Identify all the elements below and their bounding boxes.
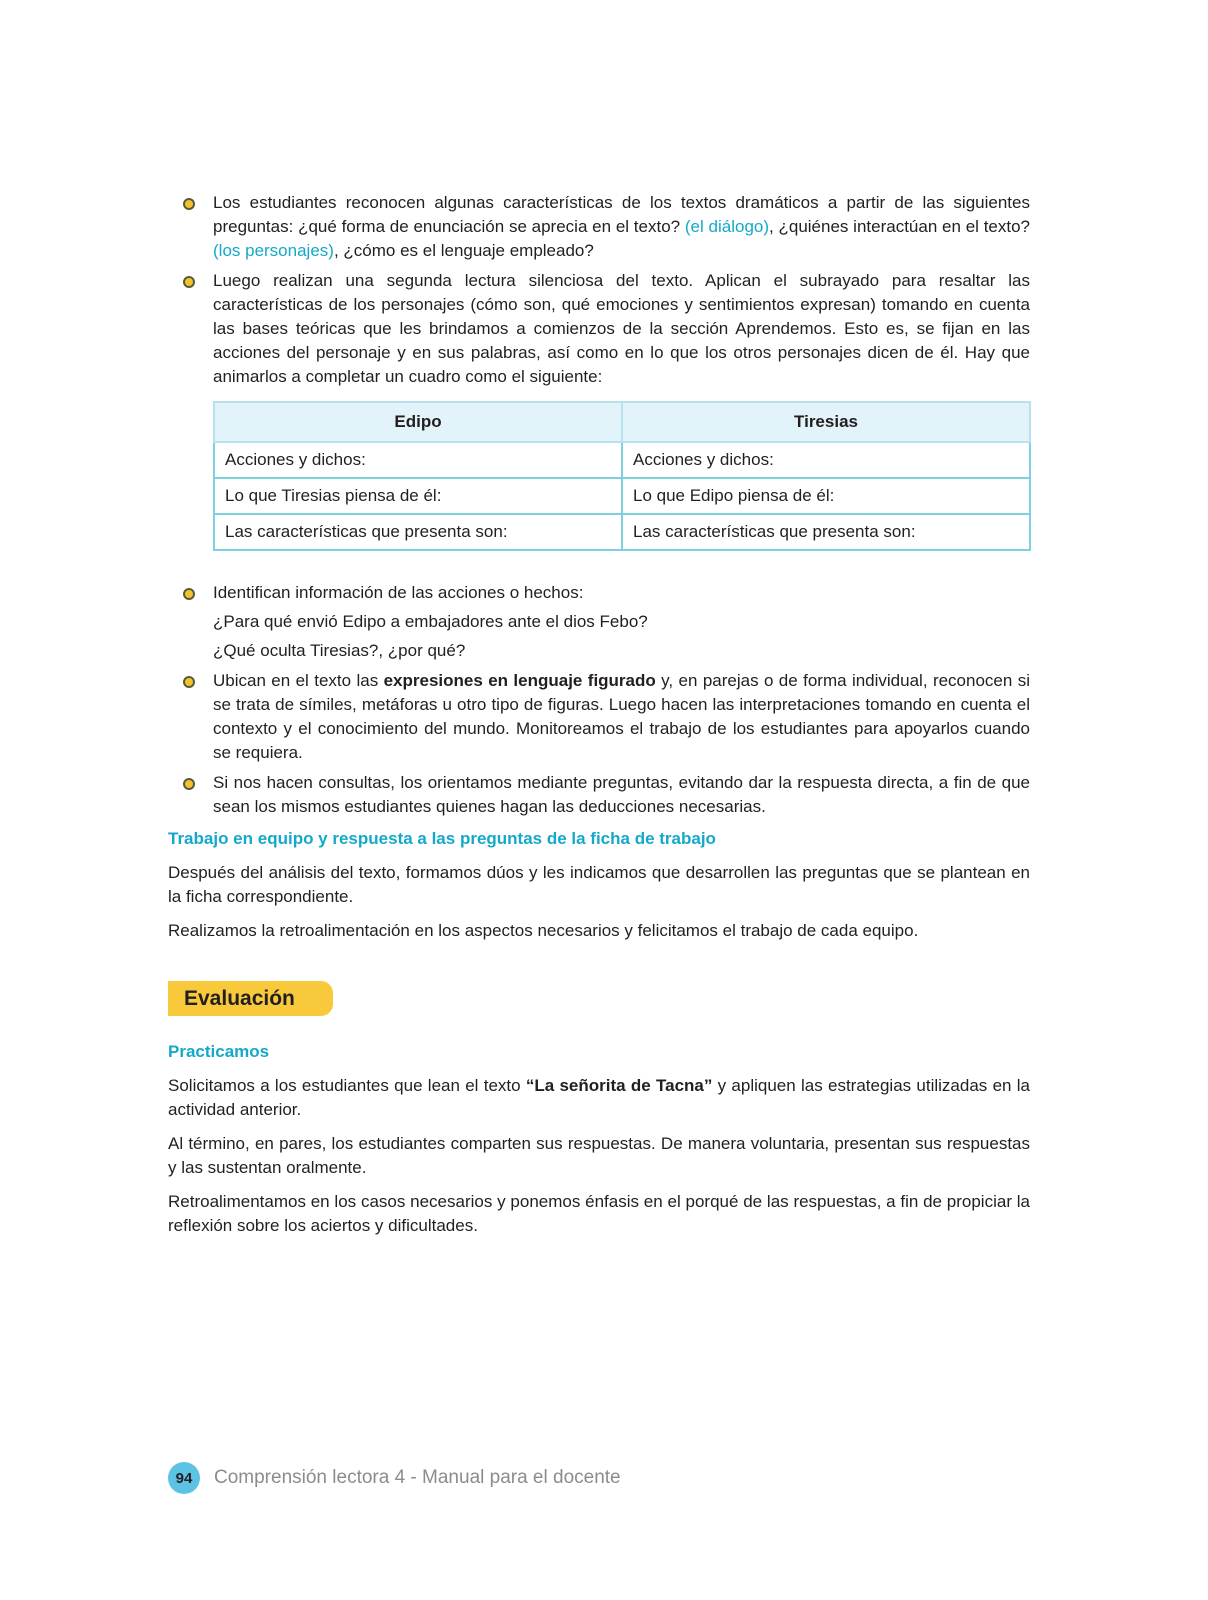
bullet-list-2 bbox=[168, 581, 1030, 819]
bullet-text: Ubican en el texto las bbox=[213, 671, 384, 690]
bullet-dot-icon bbox=[183, 778, 195, 790]
paragraph-text: Solicitamos a los estudiantes que lean el texto bbox=[168, 1076, 526, 1095]
bullet-text: Luego realizan una segunda lectura silenciosa del texto. Aplican el subrayado para resaltar las características de los personajes (cómo son, qué emociones y sentimientos expresan) tomando en cuenta las bases teóricas que les brindamos a comienzos de la sección Aprendemos. Esto es, se fijan en las acciones del personaje y en sus palabras, así como en lo que los otros personajes dicen de él. Hay que animarlos a completar un cuadro como el siguiente: bbox=[213, 271, 1030, 386]
table-header-edipo: Edipo bbox=[214, 402, 622, 442]
table-cell: Lo que Edipo piensa de él: bbox=[622, 478, 1030, 514]
bullet-text: Si nos hacen consultas, los orientamos mediante preguntas, evitando dar la respuesta directa, a fin de que sean los mismos estudiantes quienes hagan las deducciones necesarias. bbox=[213, 773, 1030, 816]
table-row bbox=[214, 514, 1030, 550]
bullet-item bbox=[168, 581, 1030, 663]
table-cell: Lo que Tiresias piensa de él: bbox=[214, 478, 622, 514]
table-row bbox=[214, 478, 1030, 514]
bullet-dot-icon bbox=[183, 588, 195, 600]
page-number-badge: 94 bbox=[168, 1462, 200, 1494]
table-header-row bbox=[214, 402, 1030, 442]
bullet-item bbox=[168, 191, 1030, 263]
question-line: ¿Para qué envió Edipo a embajadores ante el dios Febo? bbox=[213, 612, 648, 631]
page-footer bbox=[168, 1462, 621, 1494]
bold-term: expresiones en lenguaje figurado bbox=[383, 671, 656, 690]
table-header-tiresias: Tiresias bbox=[622, 402, 1030, 442]
table-cell: Las características que presenta son: bbox=[622, 514, 1030, 550]
section-title-practicamos: Practicamos bbox=[168, 1042, 270, 1061]
paragraph: Retroalimentamos en los casos necesarios y ponemos énfasis en el porqué de las respuestas, a fin de propiciar la reflexión sobre los aciertos y dificultades. bbox=[168, 1192, 1030, 1235]
table-row bbox=[214, 442, 1030, 478]
bullet-item bbox=[168, 771, 1030, 819]
bullet-item bbox=[168, 269, 1030, 389]
table-cell: Las características que presenta son: bbox=[214, 514, 622, 550]
bullet-text: Los estudiantes reconocen algunas características de los textos dramáticos a partir de las siguientes preguntas: ¿qué forma de enunciación se aprecia en el texto? bbox=[213, 193, 1030, 236]
footer-title: Comprensión lectora 4 - Manual para el docente bbox=[214, 1467, 621, 1488]
paragraph-text: y apliquen las estrategias utilizadas en la actividad anterior. bbox=[168, 1076, 1030, 1119]
highlight-answer: (el diálogo) bbox=[684, 217, 770, 236]
page-content bbox=[168, 191, 1030, 1248]
bullet-dot-icon bbox=[183, 276, 195, 288]
paragraph bbox=[168, 1074, 1030, 1122]
table-cell: Acciones y dichos: bbox=[214, 442, 622, 478]
paragraph: Después del análisis del texto, formamos dúos y les indicamos que desarrollen las preguntas que se plantean en la ficha correspondiente. bbox=[168, 863, 1030, 906]
bullet-text: , ¿quiénes interactúan en el texto? bbox=[769, 217, 1030, 236]
evaluation-badge: Evaluación bbox=[168, 981, 333, 1016]
paragraph: Al término, en pares, los estudiantes comparten sus respuestas. De manera voluntaria, presentan sus respuestas y las sustentan oralmente. bbox=[168, 1134, 1030, 1177]
bullet-text: , ¿cómo es el lenguaje empleado? bbox=[333, 241, 594, 260]
table-cell: Acciones y dichos: bbox=[622, 442, 1030, 478]
question-line: ¿Qué oculta Tiresias?, ¿por qué? bbox=[213, 641, 466, 660]
bullet-text: Identifican información de las acciones o hechos: bbox=[213, 583, 584, 602]
bullet-dot-icon bbox=[183, 676, 195, 688]
highlight-answer: (los personajes) bbox=[213, 241, 334, 260]
bullet-dot-icon bbox=[183, 198, 195, 210]
section-title-teamwork: Trabajo en equipo y respuesta a las preguntas de la ficha de trabajo bbox=[168, 829, 716, 848]
paragraph: Realizamos la retroalimentación en los aspectos necesarios y felicitamos el trabajo de cada equipo. bbox=[168, 921, 919, 940]
bullet-list-1 bbox=[168, 191, 1030, 389]
bullet-item bbox=[168, 669, 1030, 765]
bullet-text: y, en parejas o de forma individual, reconocen si se trata de símiles, metáforas u otro tipo de figuras. Luego hacen las interpretaciones tomando en cuenta el contexto y el conocimiento del mundo. Monitoreamos el trabajo de los estudiantes para apoyarlos cuando se requiera. bbox=[213, 671, 1030, 762]
character-table bbox=[213, 401, 1031, 551]
bold-title: “La señorita de Tacna” bbox=[525, 1076, 713, 1095]
